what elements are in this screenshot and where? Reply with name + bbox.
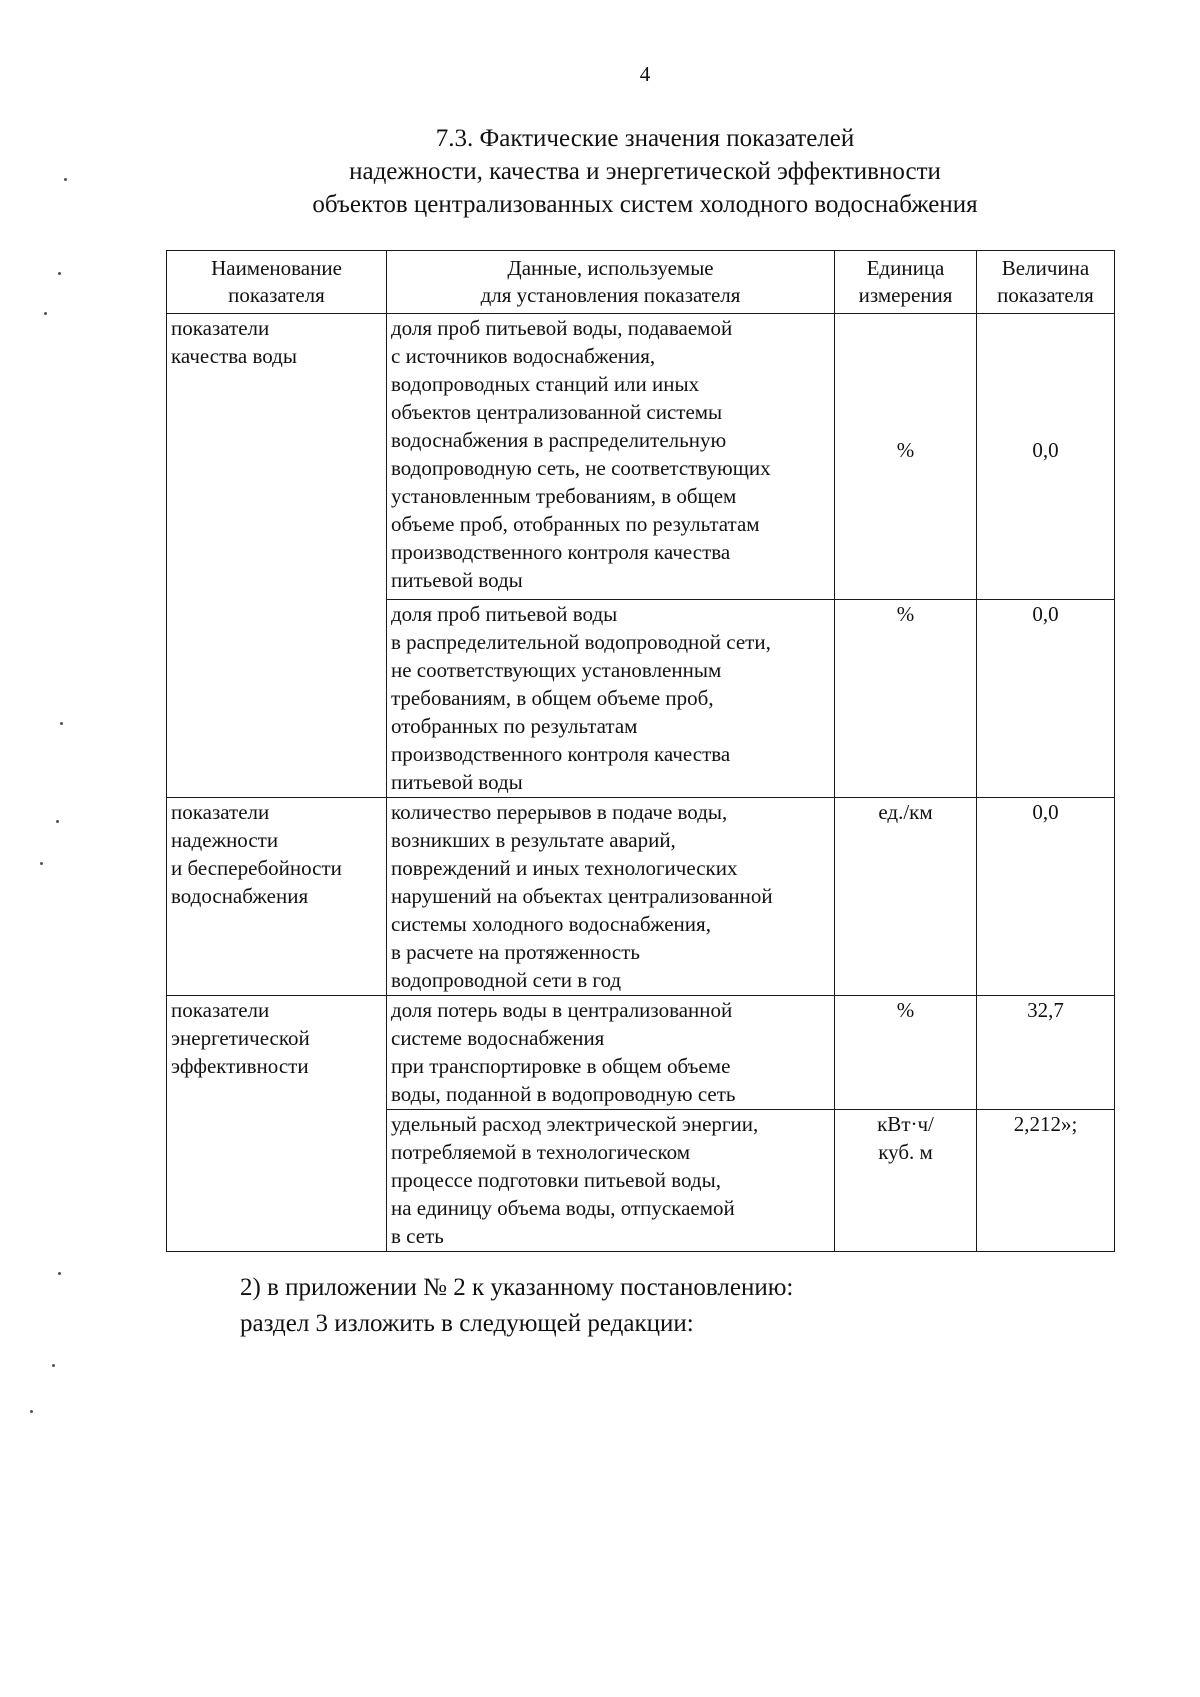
group-name-line: качества воды: [171, 344, 297, 368]
group-name-line: водоснабжения: [171, 884, 309, 908]
description-line: водопроводную сеть, не соответствующих: [391, 456, 771, 480]
description-line: удельный расход электрической энергии,: [391, 1112, 759, 1136]
header-data-line-1: Данные, используемые: [507, 256, 714, 280]
description-line: количество перерывов в подаче воды,: [391, 800, 728, 824]
group-name-line: показатели: [171, 800, 270, 824]
table-row: [167, 314, 1115, 600]
description-line: на единицу объема воды, отпускаемой: [391, 1196, 735, 1220]
indicator-description: [387, 1110, 835, 1252]
amendment-line-1: 2) в приложении № 2 к указанному постановлению:: [240, 1274, 794, 1301]
scan-speck: [58, 272, 61, 275]
indicator-description: [387, 996, 835, 1110]
description-line: производственного контроля качества: [391, 742, 731, 766]
scan-speck: [44, 312, 47, 315]
header-name: [167, 251, 387, 314]
heading-line-1: 7.3. Фактические значения показателей: [435, 125, 855, 152]
header-unit-line-2: измерения: [858, 283, 953, 307]
description-line: системы холодного водоснабжения,: [391, 912, 711, 936]
description-line: требованиям, в общем объеме проб,: [391, 686, 714, 710]
description-line: отобранных по результатам: [391, 714, 638, 738]
header-name-line-1: Наименование: [211, 256, 342, 280]
group-name-line: показатели: [171, 316, 270, 340]
description-line: доля проб питьевой воды: [391, 602, 618, 626]
group-name-water-quality: [167, 314, 387, 798]
indicator-description: [387, 314, 835, 600]
group-name-reliability: [167, 798, 387, 996]
header-value: [977, 251, 1115, 314]
header-value-line-2: показателя: [997, 283, 1094, 307]
description-line: водопроводной сети в год: [391, 968, 622, 992]
indicator-unit: [835, 1110, 977, 1252]
header-value-line-1: Величина: [1001, 256, 1090, 280]
group-name-energy-efficiency: [167, 996, 387, 1252]
header-unit: [835, 251, 977, 314]
description-line: объеме проб, отобранных по результатам: [391, 512, 760, 536]
description-line: водопроводных станций или иных: [391, 372, 700, 396]
indicator-description: [387, 600, 835, 798]
description-line: питьевой воды: [391, 568, 523, 592]
indicator-value: 0,0: [977, 600, 1115, 798]
amendment-line-2: раздел 3 изложить в следующей редакции:: [240, 1310, 694, 1337]
description-line: производственного контроля качества: [391, 540, 731, 564]
scan-speck: [56, 820, 59, 823]
group-name-line: эффективности: [171, 1054, 309, 1078]
description-line: питьевой воды: [391, 770, 523, 794]
description-line: возникших в результате аварий,: [391, 828, 676, 852]
indicator-unit: %: [835, 314, 977, 600]
scan-speck: [40, 862, 43, 865]
scan-speck: [30, 1410, 33, 1413]
description-line: с источников водоснабжения,: [391, 344, 656, 368]
description-line: повреждений и иных технологических: [391, 856, 738, 880]
description-line: водоснабжения в распределительную: [391, 428, 727, 452]
header-unit-line-1: Единица: [866, 256, 945, 280]
heading-line-3: объектов централизованных систем холодного водоснабжения: [312, 191, 978, 218]
description-line: в распределительной водопроводной сети,: [391, 630, 771, 654]
table-row: [167, 996, 1115, 1110]
indicator-unit: %: [835, 996, 977, 1110]
header-name-line-2: показателя: [228, 283, 325, 307]
description-line: доля проб питьевой воды, подаваемой: [391, 316, 733, 340]
description-line: в сеть: [391, 1224, 444, 1248]
description-line: в расчете на протяженность: [391, 940, 640, 964]
heading-line-2: надежности, качества и энергетической эффективности: [349, 158, 941, 185]
indicators-table: [166, 250, 1115, 1252]
description-line: процессе подготовки питьевой воды,: [391, 1168, 721, 1192]
description-line: при транспортировке в общем объеме: [391, 1054, 731, 1078]
description-line: доля потерь воды в централизованной: [391, 998, 733, 1022]
scan-speck: [58, 1272, 61, 1275]
unit-line: кВт·ч/: [877, 1112, 934, 1136]
indicator-value: 0,0: [977, 798, 1115, 996]
header-data: [387, 251, 835, 314]
indicator-value: 0,0: [977, 314, 1115, 600]
group-name-line: и бесперебойности: [171, 856, 342, 880]
description-line: воды, поданной в водопроводную сеть: [391, 1082, 736, 1106]
section-heading: [0, 122, 1200, 221]
table-row: [167, 798, 1115, 996]
scan-speck: [64, 178, 67, 181]
group-name-line: показатели: [171, 998, 270, 1022]
page-number: 4: [639, 62, 651, 86]
scan-speck: [60, 722, 63, 725]
indicator-value: 2,212»;: [977, 1110, 1115, 1252]
description-line: системе водоснабжения: [391, 1026, 605, 1050]
description-line: установленным требованиям, в общем: [391, 484, 737, 508]
scan-speck: [52, 1364, 55, 1367]
group-name-line: энергетической: [171, 1026, 310, 1050]
description-line: объектов централизованной системы: [391, 400, 723, 424]
description-line: потребляемой в технологическом: [391, 1140, 691, 1164]
header-data-line-2: для установления показателя: [480, 283, 741, 307]
indicator-unit: ед./км: [835, 798, 977, 996]
description-line: не соответствующих установленным: [391, 658, 722, 682]
group-name-line: надежности: [171, 828, 279, 852]
indicator-value: 32,7: [977, 996, 1115, 1110]
unit-line: куб. м: [878, 1140, 933, 1164]
amendment-text: [240, 1270, 793, 1342]
indicator-description: [387, 798, 835, 996]
indicator-unit: %: [835, 600, 977, 798]
description-line: нарушений на объектах централизованной: [391, 884, 773, 908]
table-header-row: [167, 251, 1115, 314]
